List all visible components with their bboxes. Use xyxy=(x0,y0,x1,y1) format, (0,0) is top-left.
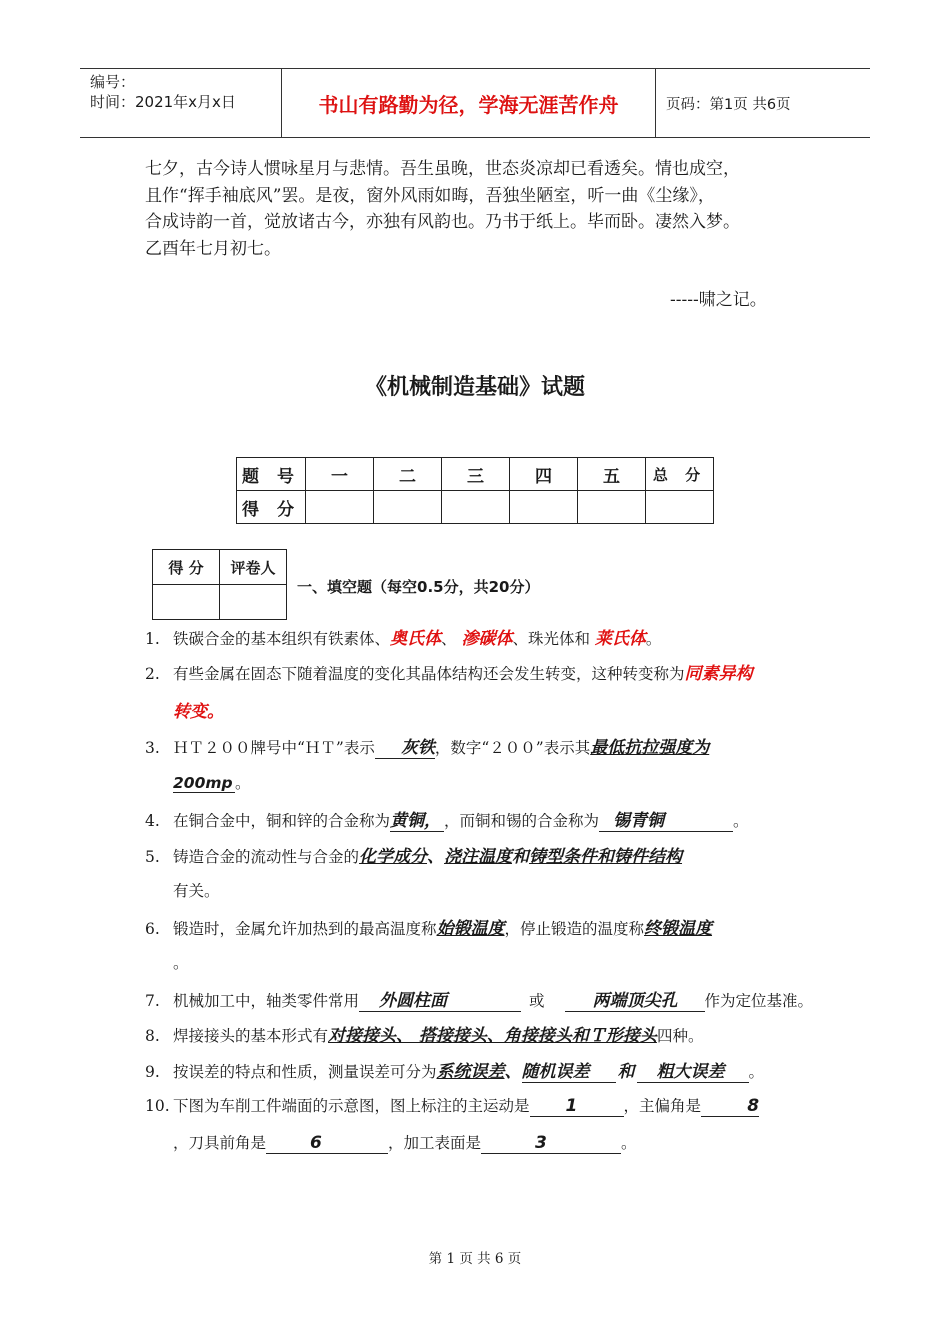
answer-blank[interactable] xyxy=(173,774,235,793)
question-number: 7. xyxy=(145,992,160,1010)
question-number: 9. xyxy=(145,1063,160,1081)
score-header-5: 五 xyxy=(578,458,646,491)
question-9 xyxy=(145,1057,764,1083)
score-header-3: 三 xyxy=(442,458,510,491)
question-2-continued xyxy=(173,697,224,722)
answer-blank[interactable] xyxy=(375,733,435,759)
question-text: ，而铜和锡的合金称为 xyxy=(444,812,600,830)
answer: 对接接头、 搭接接头、角接接头和Ｔ形接头 xyxy=(328,1026,657,1046)
answer: 莱氏体 xyxy=(594,629,646,649)
answer: 系统误差 xyxy=(436,1062,505,1082)
intro-line: 七夕，古今诗人惯咏星月与悲情。吾生虽晚，世态炎凉却已看透矣。情也成空， xyxy=(145,159,740,179)
page-header xyxy=(80,68,870,138)
answer: 最低抗拉强度为 xyxy=(590,738,710,758)
question-10 xyxy=(145,1094,759,1117)
question-text: 焊接接头的基本形式有 xyxy=(173,1027,329,1045)
document-time-label: 时间：2021年x月x日 xyxy=(90,93,236,111)
question-10-continued xyxy=(173,1131,637,1154)
grader-name-label: 评卷人 xyxy=(220,550,287,585)
question-text: 。 xyxy=(645,630,662,648)
question-2 xyxy=(145,659,753,684)
grader-table xyxy=(152,549,287,620)
page-footer: 第 1 页 共 6 页 xyxy=(428,1251,522,1267)
question-text: ，停止锻造的温度称 xyxy=(504,920,645,938)
question-number: 1. xyxy=(145,630,160,648)
score-table xyxy=(236,457,714,524)
answer: 锡青铜 xyxy=(613,811,665,831)
answer: 黄铜， xyxy=(390,811,442,831)
answer: 两端顶尖孔 xyxy=(592,991,678,1011)
question-text: 或 xyxy=(529,992,545,1010)
question-text: 、 xyxy=(504,1062,522,1082)
question-number: 6. xyxy=(145,920,160,938)
answer: 终锻温度 xyxy=(644,919,713,939)
answer: 随机误差 xyxy=(521,1062,590,1082)
question-text: 。 xyxy=(748,1063,765,1081)
answer: 铸型条件和铸件结构 xyxy=(529,847,683,867)
score-cell[interactable] xyxy=(374,491,442,524)
header-meta xyxy=(80,69,282,137)
answer: 200mp xyxy=(173,774,233,792)
question-text: 四种。 xyxy=(656,1027,704,1045)
answer: 同素异构 xyxy=(684,664,753,684)
question-text: 在铜合金中，铜和锌的合金称为 xyxy=(173,812,391,830)
question-number: 5. xyxy=(145,848,160,866)
question-1 xyxy=(145,624,661,649)
question-text: 机械加工中，轴类零件常用 xyxy=(173,992,360,1010)
answer: 6 xyxy=(310,1133,322,1153)
exam-title: 《机械制造基础》试题 xyxy=(364,375,585,400)
answer-blank[interactable] xyxy=(266,1133,388,1154)
score-header-2: 二 xyxy=(374,458,442,491)
question-number: 2. xyxy=(145,665,160,683)
score-header-1: 一 xyxy=(306,458,374,491)
header-motto: 书山有路勤为径，学海无涯苦作舟 xyxy=(282,69,656,137)
answer: 1 xyxy=(565,1096,578,1116)
document-number-label: 编号： xyxy=(90,73,136,91)
question-4 xyxy=(145,806,749,832)
answer-blank[interactable] xyxy=(522,1057,616,1083)
question-text: 铁碳合金的基本组织有铁素体、 xyxy=(173,630,391,648)
grader-name-cell[interactable] xyxy=(220,585,287,620)
question-text: 铸造合金的流动性与合金的 xyxy=(173,848,360,866)
score-header-total: 总 分 xyxy=(646,458,714,491)
answer: 8 xyxy=(747,1096,760,1116)
question-number: 4. xyxy=(145,812,160,830)
grader-score-cell[interactable] xyxy=(153,585,220,620)
question-text: ，加工表面是 xyxy=(388,1134,482,1152)
answer-blank[interactable] xyxy=(359,986,521,1012)
question-text: 作为定位基准。 xyxy=(704,992,814,1010)
question-text: ＨＴ２００牌号中“ＨＴ”表示 xyxy=(173,739,375,757)
answer: 外圆柱面 xyxy=(379,991,448,1011)
question-number: 10. xyxy=(145,1097,170,1115)
question-text: ，主偏角是 xyxy=(623,1097,702,1115)
answer: 浇注温度 xyxy=(444,847,513,867)
answer-blank[interactable] xyxy=(481,1133,621,1154)
answer: 转变。 xyxy=(173,702,224,722)
answer: 3 xyxy=(535,1133,547,1153)
question-text: 和 xyxy=(617,1062,635,1082)
question-text: 、 xyxy=(427,847,445,867)
question-text: 。 xyxy=(173,954,189,972)
score-cell[interactable] xyxy=(510,491,578,524)
intro-signature: -----啸之记。 xyxy=(670,290,767,310)
question-6 xyxy=(145,914,712,939)
question-text: 。 xyxy=(733,812,749,830)
score-header-4: 四 xyxy=(510,458,578,491)
score-cell-total[interactable] xyxy=(646,491,714,524)
intro-line: 且作“挥手袖底风”罢。是夜，窗外风雨如晦，吾独坐陋室，听一曲《尘缘》， xyxy=(145,185,715,206)
question-text: 和 xyxy=(512,847,530,867)
score-cell[interactable] xyxy=(578,491,646,524)
intro-line: 乙酉年七月初七。 xyxy=(145,238,281,259)
question-7 xyxy=(145,986,813,1012)
answer-blank[interactable] xyxy=(701,1096,759,1117)
score-cell[interactable] xyxy=(442,491,510,524)
question-text: 。 xyxy=(235,774,251,792)
score-table-header-row xyxy=(237,458,714,491)
question-text: 有些金属在固态下随着温度的变化其晶体结构还会发生转变，这种转变称为 xyxy=(173,665,685,683)
answer-blank[interactable] xyxy=(637,1057,749,1083)
answer: 灰铁 xyxy=(400,738,435,758)
score-header-label: 题 号 xyxy=(237,458,306,491)
answer: 化学成分 xyxy=(359,847,428,867)
question-number: 3. xyxy=(145,739,160,757)
question-3-continued xyxy=(173,771,251,793)
question-text: 、珠光体和 xyxy=(512,630,595,648)
score-table-score-row xyxy=(237,491,714,524)
question-text: 锻造时，金属允许加热到的最高温度称 xyxy=(173,920,437,938)
question-6-continued xyxy=(173,951,189,973)
question-text: 有关。 xyxy=(173,882,220,900)
question-5-continued xyxy=(173,879,220,901)
answer: 粗大误差 xyxy=(656,1062,725,1082)
question-text: ，刀具前角是 xyxy=(173,1134,267,1152)
section-heading: 一、填空题（每空0.5分，共20分） xyxy=(297,578,540,596)
answer-blank[interactable] xyxy=(530,1096,624,1117)
intro-line: 合成诗韵一首，觉放诸古今，亦独有风韵也。乃书于纸上。毕而卧。凄然入梦。 xyxy=(145,212,740,232)
question-text: 、 xyxy=(441,630,462,648)
answer-blank[interactable] xyxy=(599,806,733,832)
question-3 xyxy=(145,733,709,759)
score-row-label: 得 分 xyxy=(237,491,306,524)
question-number: 8. xyxy=(145,1027,160,1045)
question-text: 按误差的特点和性质，测量误差可分为 xyxy=(173,1063,437,1081)
question-text: 下图为车削工件端面的示意图，图上标注的主运动是 xyxy=(173,1097,530,1115)
grader-score-label: 得 分 xyxy=(153,550,220,585)
question-8 xyxy=(145,1021,703,1046)
intro-paragraph xyxy=(145,156,815,262)
answer: 奥氏体 xyxy=(390,629,442,649)
score-cell[interactable] xyxy=(306,491,374,524)
answer: 渗碳体 xyxy=(461,629,513,649)
question-text: ，数字“２００”表示其 xyxy=(434,739,591,757)
answer-blank[interactable] xyxy=(565,986,705,1012)
question-text: 。 xyxy=(621,1134,637,1152)
header-page-info: 页码：第1页 共6页 xyxy=(666,96,791,113)
answer: 始锻温度 xyxy=(436,919,505,939)
question-5 xyxy=(145,842,682,867)
answer-blank[interactable] xyxy=(390,806,444,832)
